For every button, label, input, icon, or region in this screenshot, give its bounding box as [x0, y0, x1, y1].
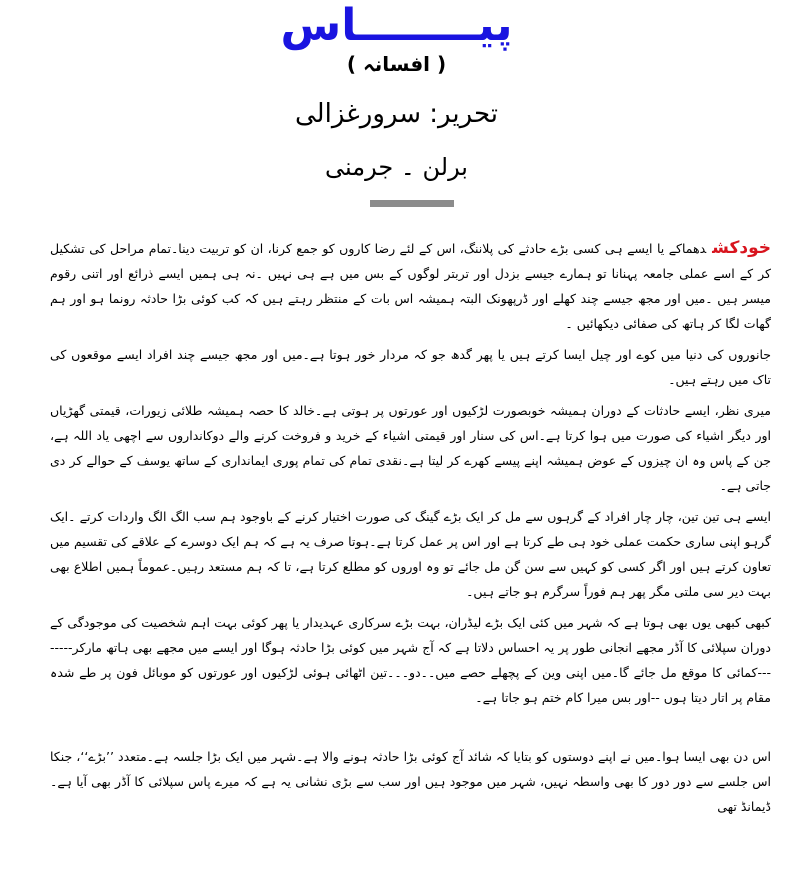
author-location: برلن ۔ جرمنی	[324, 153, 468, 181]
paragraph-text: جانوروں کی دنیا میں کوے اور چیل ایسا کرتے ہیں یا پھر گدھ جو کہ مردار خور ہوتا ہے۔میں اور مجھ جیسے چند افراد ایسے موقعوں کی تاک میں رہتے ہیں۔	[50, 347, 771, 387]
paragraph-text: میری نظر، ایسے حادثات کے دوران ہمیشہ خوبصورت لڑکیوں اور عورتوں پر ہوتی ہے۔خالد کا حصہ ہمیشہ طلائی زیورات، قیمتی گھڑیاں اور دیگر اشیاء کی صورت میں ہوا کرتا ہے۔اس کی سنار اور قیمتی اشیاء کے خرید و فروخت کرنے والے دوکانداروں سے اچھی یاد اللہ ہے، جن کے پاس وہ ان چیزوں کے عوض ہمیشہ اپنے پیسے کھرے کر لیتا ہے۔نقدی تمام کی تمام پوری ایمانداری کے ساتھ یوسف کے حوالے کر دی جاتی ہے۔	[50, 403, 771, 493]
paragraph-1	[50, 236, 771, 336]
title-divider	[370, 200, 454, 207]
story-genre: ( افسانہ )	[346, 52, 447, 76]
paragraph-3	[50, 398, 771, 498]
author-line: تحریر: سرورغزالی	[295, 99, 498, 129]
paragraph-text: کبھی کبھی یوں بھی ہوتا ہے کہ شہر میں کئی ایک بڑے لیڈران، بہت بڑے سرکاری عہدیدار یا پھر کوئی بہت اہم شخصیت کی موجودگی کے دوران سپلائی کا آڈر مجھے انجانی طور پر یہ احساس دلاتا ہے کہ آج شہر میں کوئی بڑا حادثہ ہوگا اور ایسے میں مجھے بھی ہاتھ مارکر--------کمائی کا موقع مل جائے گا۔میں اپنی وین کے پچھلے حصے میں۔۔دو۔۔۔تین اٹھائی ہوئی لڑکیوں اور عورتوں کو موبائل فون پر طے شدہ مقام پر اتار دیتا ہوں --اور بس میرا کام ختم ہو جاتا ہے۔	[50, 615, 771, 705]
paragraph-text: اس دن بھی ایسا ہوا۔میں نے اپنے دوستوں کو بتایا کہ شائد آج کوئی بڑا حادثہ ہونے والا ہے۔شہر میں ایک بڑا جلسہ ہے۔متعدد ’’بڑے‘‘، جنکا اس جلسے سے دور دور کا بھی واسطہ نہیں، شہر میں موجود ہیں اور سب سے بڑی نشانی یہ ہے کہ میرے پاس سپلائی کا آڈر بھی آیا ہے۔ڈیمانڈ تھی	[50, 749, 771, 814]
opening-keyword: خودکش	[712, 238, 771, 258]
story-title: پیــــــــاس	[280, 0, 513, 51]
paragraph-text: دھماکے یا ایسے ہی کسی بڑے حادثے کی پلاننگ، اس کے لئے رضا کاروں کو جمع کرنا، ان کو تربیت دینا۔تمام مراحل کی تشکیل کر کے اسے عملی جامعہ پہنانا تو ہمارے جیسے بزدل اور تربتر لوگوں کے بس میں ہے ہی نہیں ۔نہ ہی ہمیں ایسے ذرائع اور اتنی رقوم میسر ہیں ۔میں اور مجھ جیسے چند کھلے اور ڈرپھونک البتہ ہمیشہ اس بات کے منتظر رہتے ہیں کہ کب کوئی بڑا حادثہ رونما ہو اور ہم گھات لگا کر ہاتھ کی صفائی دیکھائیں ۔	[50, 241, 771, 331]
story-body	[50, 236, 771, 825]
paragraph-6	[50, 744, 771, 819]
paragraph-5	[50, 610, 771, 710]
paragraph-2	[50, 342, 771, 392]
paragraph-4	[50, 504, 771, 604]
paragraph-text: ایسے ہی تین تین، چار چار افراد کے گرہوں سے مل کر ایک بڑے گینگ کی صورت اختیار کرنے کے باوجود ہم سب الگ الگ واردات کرتے ۔ایک گرہو اپنی ساری حکمت عملی خود ہی طے کرتا ہے اور اس پر عمل کرتا ہے۔ہوتا صرف یہ ہے کہ ہم ایک دوسرے کے علاقے کی تقسیم میں تعاون کرتے ہیں اور اگر کسی کو کہیں سے سن گن مل جائے تو وہ اوروں کو مطلع کرتا ہے، تا کہ ہم مستعد رہیں۔عموماً ہمیں اطلاع بھی بہت دیر سی ملتی مگر پھر ہم فوراً سرگرم ہو جاتے ہیں۔	[50, 509, 771, 599]
